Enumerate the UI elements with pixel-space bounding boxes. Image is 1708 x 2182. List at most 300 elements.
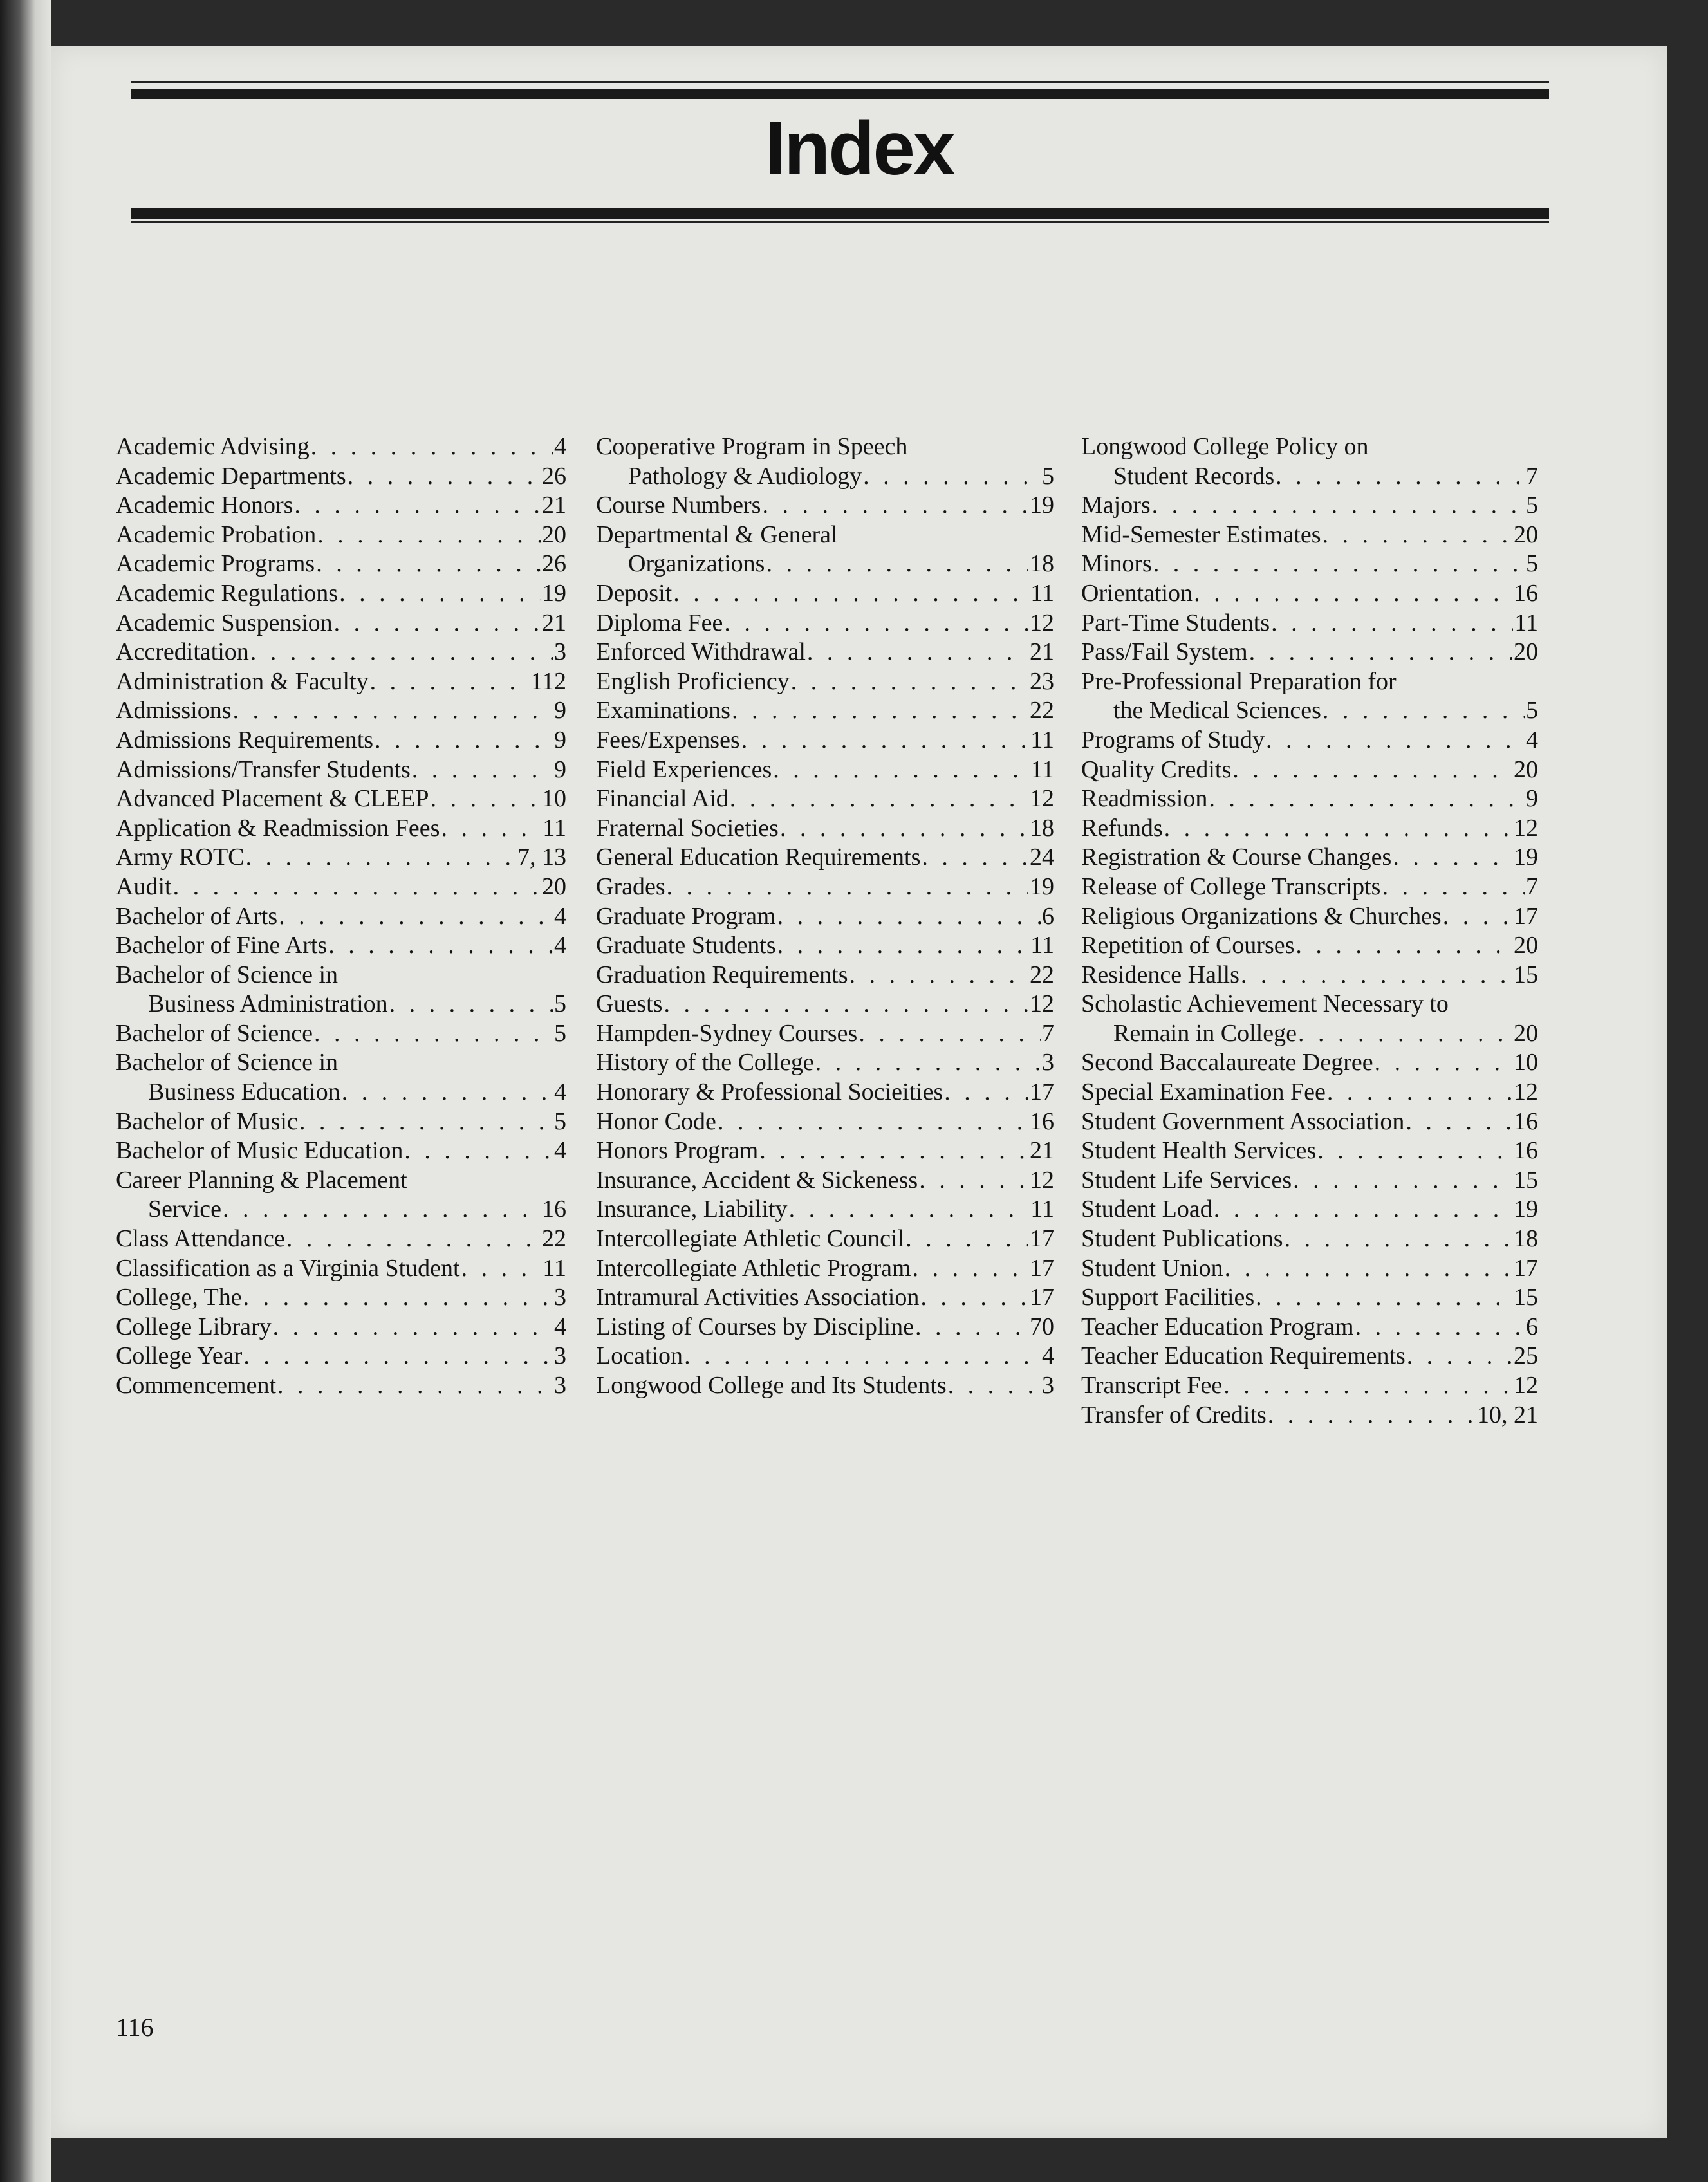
- entry-page-reference: 19: [1030, 873, 1054, 900]
- entry-page-reference: 70: [1030, 1313, 1054, 1340]
- index-entry: [596, 579, 1054, 609]
- dot-leader: [1241, 961, 1512, 990]
- entry-term-line: [596, 990, 1054, 1019]
- bottom-rule-thick: [131, 208, 1549, 219]
- entry-term-line: [116, 902, 566, 932]
- entry-term-line: [1081, 1254, 1538, 1284]
- entry-term-line: [116, 931, 566, 961]
- entry-term-line: [116, 521, 566, 550]
- dot-leader: [441, 814, 541, 844]
- entry-term: Remain in College: [1113, 1019, 1297, 1047]
- entry-term-line: [596, 814, 1054, 844]
- entry-page-reference: 3: [1042, 1049, 1054, 1077]
- index-entry: [596, 755, 1054, 785]
- entry-term: Admissions/Transfer Students: [116, 755, 411, 783]
- entry-page-reference: 112: [530, 667, 566, 695]
- entry-page-reference: 7: [1526, 462, 1538, 490]
- entry-term-line: [596, 961, 1054, 990]
- dot-leader: [1355, 1313, 1525, 1342]
- entry-term: Bachelor of Music: [116, 1107, 298, 1135]
- entry-page-reference: 12: [1030, 785, 1054, 813]
- index-entry: [116, 1136, 566, 1166]
- index-entry: [1081, 843, 1538, 873]
- entry-term-line: [116, 1107, 566, 1137]
- dot-leader: [777, 931, 1030, 961]
- entry-term-line: [596, 579, 1054, 609]
- dot-leader: [815, 1048, 1041, 1078]
- entry-continuation-line: [1081, 696, 1538, 726]
- entry-term: Class Attendance: [116, 1225, 285, 1253]
- entry-page-reference: 7, 13: [517, 844, 566, 871]
- index-entry: [596, 1283, 1054, 1313]
- entry-page-reference: 9: [554, 697, 566, 725]
- entry-term: Financial Aid: [596, 785, 729, 813]
- entry-term: Transcript Fee: [1081, 1372, 1223, 1399]
- entry-term-line: [1081, 667, 1538, 697]
- entry-term-line: [596, 1225, 1054, 1254]
- dot-leader: [412, 755, 553, 785]
- dot-leader: [1406, 1107, 1512, 1137]
- dot-leader: [375, 726, 553, 755]
- entry-term-line: [596, 902, 1054, 932]
- entry-term: Listing of Courses by Discipline: [596, 1313, 914, 1340]
- index-entry: [1081, 1195, 1538, 1225]
- entry-term: Location: [596, 1342, 683, 1370]
- entry-page-reference: 4: [554, 1078, 566, 1106]
- entry-page-reference: 22: [542, 1225, 566, 1253]
- entry-page-reference: 4: [554, 1137, 566, 1165]
- entry-term: Guests: [596, 990, 663, 1018]
- entry-page-reference: 10, 21: [1477, 1401, 1538, 1428]
- entry-page-reference: 20: [1514, 638, 1538, 666]
- index-entry: [1081, 1371, 1538, 1401]
- entry-term: Longwood College and Its Students: [596, 1372, 947, 1399]
- dot-leader: [766, 550, 1028, 579]
- entry-term-line: [116, 873, 566, 902]
- entry-term-line: [1081, 521, 1538, 550]
- index-entry: [596, 784, 1054, 814]
- entry-term: Administration & Faculty: [116, 667, 369, 695]
- dot-leader: [389, 990, 553, 1019]
- entry-term: History of the College: [596, 1049, 814, 1077]
- entry-term: Grades: [596, 873, 665, 900]
- dot-leader: [342, 1078, 553, 1107]
- dot-leader: [1153, 550, 1525, 579]
- entry-page-reference: 12: [1030, 1166, 1054, 1194]
- index-entry: [116, 1313, 566, 1342]
- entry-term: Support Facilities: [1081, 1284, 1255, 1311]
- dot-leader: [859, 1019, 1041, 1049]
- index-entry: [1081, 1048, 1538, 1078]
- entry-term-line: [596, 726, 1054, 755]
- entry-term: Academic Probation: [116, 521, 317, 548]
- index-column-3: [1081, 432, 1538, 1430]
- index-entry: [596, 667, 1054, 697]
- dot-leader: [461, 1254, 542, 1284]
- dot-leader: [944, 1078, 1028, 1107]
- entry-term: Deposit: [596, 579, 673, 607]
- index-entry: [1081, 1107, 1538, 1137]
- dot-leader: [243, 1283, 553, 1313]
- dot-leader: [1152, 491, 1525, 521]
- dot-leader: [789, 1195, 1030, 1225]
- index-entry: [596, 1136, 1054, 1166]
- index-entry: [596, 814, 1054, 844]
- entry-term: Teacher Education Requirements: [1081, 1342, 1406, 1370]
- page-number: 116: [116, 2013, 154, 2042]
- entry-term: Minors: [1081, 550, 1152, 578]
- entry-page-reference: 21: [1030, 638, 1054, 666]
- entry-page-reference: 4: [1526, 726, 1538, 754]
- index-column-2: [596, 432, 1054, 1401]
- entry-term: Honors Program: [596, 1137, 759, 1165]
- entry-term-line: [596, 1313, 1054, 1342]
- entry-term-line: [116, 609, 566, 638]
- entry-term: Mid-Semester Estimates: [1081, 521, 1321, 548]
- entry-page-reference: 19: [1514, 1196, 1538, 1223]
- entry-page-reference: 19: [1514, 844, 1538, 871]
- entry-term: College Year: [116, 1342, 243, 1370]
- entry-term-line: [596, 432, 1054, 462]
- page-title: Index: [765, 106, 954, 191]
- entry-term-line: [116, 1166, 566, 1196]
- entry-page-reference: 20: [1514, 1019, 1538, 1047]
- index-entry: [1081, 814, 1538, 844]
- entry-term: Academic Honors: [116, 492, 293, 519]
- index-entry: [116, 550, 566, 579]
- entry-term: Student Records: [1113, 462, 1275, 490]
- dot-leader: [920, 1283, 1028, 1313]
- entry-page-reference: 10: [1514, 1049, 1538, 1077]
- index-entry: [1081, 931, 1538, 961]
- entry-page-reference: 19: [542, 579, 566, 607]
- dot-leader: [273, 1313, 553, 1342]
- dot-leader: [1214, 1195, 1512, 1225]
- index-entry: [116, 873, 566, 902]
- index-entry: [1081, 1342, 1538, 1371]
- dot-leader: [286, 1225, 541, 1254]
- dot-leader: [1249, 638, 1512, 667]
- entry-term: Refunds: [1081, 814, 1163, 842]
- dot-leader: [1298, 1019, 1512, 1049]
- dot-leader: [1317, 1136, 1512, 1166]
- dot-leader: [1209, 784, 1525, 814]
- entry-page-reference: 18: [1030, 550, 1054, 578]
- entry-term-line: [1081, 1342, 1538, 1371]
- index-entry: [1081, 638, 1538, 667]
- entry-page-reference: 11: [543, 1254, 566, 1282]
- index-entry: [596, 726, 1054, 755]
- entry-page-reference: 22: [1030, 961, 1054, 988]
- entry-term: the Medical Sciences: [1113, 697, 1321, 725]
- dot-leader: [277, 1371, 553, 1401]
- index-entry: [1081, 961, 1538, 990]
- index-entry: [1081, 521, 1538, 550]
- dot-leader: [1276, 462, 1525, 492]
- entry-page-reference: 3: [554, 1284, 566, 1311]
- dot-leader: [1382, 873, 1525, 902]
- entry-term: Registration & Course Changes: [1081, 844, 1392, 871]
- dot-leader: [404, 1136, 553, 1166]
- entry-term: Special Examination Fee: [1081, 1078, 1326, 1106]
- entry-page-reference: 3: [554, 1372, 566, 1399]
- entry-term: Course Numbers: [596, 492, 761, 519]
- dot-leader: [328, 931, 553, 961]
- entry-term-line: [1081, 1371, 1538, 1401]
- dot-leader: [1232, 755, 1512, 785]
- entry-term: Second Baccalaureate Degree: [1081, 1049, 1373, 1077]
- entry-term: Pre-Professional Preparation for: [1081, 667, 1397, 695]
- entry-term-line: [596, 1019, 1054, 1049]
- entry-term-line: [116, 491, 566, 521]
- entry-term: Accreditation: [116, 638, 249, 666]
- entry-term-line: [596, 1195, 1054, 1225]
- entry-term-line: [1081, 902, 1538, 932]
- entry-page-reference: 7: [1526, 873, 1538, 900]
- entry-page-reference: 15: [1514, 1284, 1538, 1311]
- index-entry: [116, 1048, 566, 1107]
- entry-term-line: [596, 491, 1054, 521]
- entry-term: Business Administration: [148, 990, 388, 1018]
- entry-term-line: [1081, 961, 1538, 990]
- entry-term: Cooperative Program in Speech: [596, 433, 908, 460]
- entry-continuation-line: [596, 550, 1054, 579]
- dot-leader: [673, 579, 1029, 609]
- dot-leader: [664, 990, 1028, 1019]
- index-entry: [116, 609, 566, 638]
- entry-term: Commencement: [116, 1372, 277, 1399]
- dot-leader: [915, 1313, 1028, 1342]
- entry-term-line: [1081, 550, 1538, 579]
- index-entry: [596, 696, 1054, 726]
- entry-page-reference: 25: [1514, 1342, 1538, 1370]
- dot-leader: [773, 755, 1029, 785]
- entry-page-reference: 21: [542, 609, 566, 636]
- dot-leader: [311, 432, 553, 462]
- entry-term-line: [1081, 1401, 1538, 1430]
- dot-leader: [863, 462, 1041, 492]
- entry-page-reference: 5: [1526, 697, 1538, 725]
- entry-term-line: [596, 667, 1054, 697]
- entry-page-reference: 11: [1030, 726, 1054, 754]
- entry-page-reference: 17: [1514, 1254, 1538, 1282]
- entry-page-reference: 11: [1030, 755, 1054, 783]
- entry-term-line: [1081, 579, 1538, 609]
- entry-term-line: [596, 784, 1054, 814]
- entry-term-line: [116, 1136, 566, 1166]
- index-entry: [116, 1283, 566, 1313]
- entry-term: Academic Regulations: [116, 579, 339, 607]
- entry-term-line: [1081, 1136, 1538, 1166]
- entry-term-line: [596, 1048, 1054, 1078]
- dot-leader: [1225, 1254, 1512, 1284]
- top-rule-thick: [131, 89, 1549, 99]
- entry-page-reference: 21: [1030, 1137, 1054, 1165]
- entry-term: Pathology & Audiology: [628, 462, 862, 490]
- dot-leader: [223, 1195, 541, 1225]
- index-entry: [116, 1371, 566, 1401]
- entry-term-line: [116, 579, 566, 609]
- entry-term: Majors: [1081, 492, 1151, 519]
- index-entry: [116, 843, 566, 873]
- entry-page-reference: 26: [542, 462, 566, 490]
- entry-term: Bachelor of Science: [116, 1019, 313, 1047]
- entry-page-reference: 5: [554, 1107, 566, 1135]
- entry-continuation-line: [116, 1078, 566, 1107]
- entry-term-line: [596, 1283, 1054, 1313]
- index-entry: [1081, 550, 1538, 579]
- entry-term: Graduate Program: [596, 902, 776, 930]
- dot-leader: [1256, 1283, 1512, 1313]
- entry-term-line: [116, 814, 566, 844]
- dot-leader: [667, 873, 1028, 902]
- entry-page-reference: 12: [1030, 990, 1054, 1018]
- entry-continuation-line: [1081, 462, 1538, 492]
- dot-leader: [370, 667, 530, 697]
- entry-page-reference: 4: [554, 932, 566, 959]
- entry-term: Career Planning & Placement: [116, 1166, 407, 1194]
- index-entry: [596, 873, 1054, 902]
- entry-term-line: [596, 696, 1054, 726]
- index-entry: [116, 1166, 566, 1225]
- entry-page-reference: 23: [1030, 667, 1054, 695]
- entry-term: Repetition of Courses: [1081, 932, 1295, 959]
- dot-leader: [1223, 1371, 1512, 1401]
- entry-term: Examinations: [596, 697, 730, 725]
- dot-leader: [317, 521, 541, 550]
- entry-term: Pass/Fail System: [1081, 638, 1248, 666]
- entry-page-reference: 11: [1030, 932, 1054, 959]
- entry-term-line: [596, 843, 1054, 873]
- entry-term: Application & Readmission Fees: [116, 814, 440, 842]
- entry-term-line: [1081, 990, 1538, 1019]
- index-entry: [1081, 1283, 1538, 1313]
- entry-term: College, The: [116, 1284, 242, 1311]
- index-entry: [116, 784, 566, 814]
- index-entry: [596, 1342, 1054, 1371]
- entry-page-reference: 20: [542, 521, 566, 548]
- index-entry: [596, 990, 1054, 1019]
- entry-term: Readmission: [1081, 785, 1208, 813]
- index-entry: [596, 1254, 1054, 1284]
- dot-leader: [684, 1342, 1041, 1371]
- entry-term: Honor Code: [596, 1107, 716, 1135]
- index-entry: [116, 814, 566, 844]
- entry-term: Graduation Requirements: [596, 961, 848, 988]
- entry-page-reference: 12: [1514, 1078, 1538, 1106]
- entry-term-line: [596, 873, 1054, 902]
- entry-term: Student Publications: [1081, 1225, 1283, 1253]
- entry-term-line: [116, 784, 566, 814]
- entry-term-line: [1081, 609, 1538, 638]
- dot-leader: [1293, 1166, 1512, 1196]
- dot-leader: [243, 1342, 553, 1371]
- entry-term: Intramural Activities Association: [596, 1284, 920, 1311]
- entry-page-reference: 5: [1526, 492, 1538, 519]
- entry-term: Student Union: [1081, 1254, 1223, 1282]
- dot-leader: [299, 1107, 553, 1137]
- dot-leader: [1393, 843, 1512, 873]
- index-entry: [596, 1019, 1054, 1049]
- entry-term: Insurance, Accident & Sickeness: [596, 1166, 918, 1194]
- entry-term-line: [1081, 432, 1538, 462]
- entry-term: Classification as a Virginia Student: [116, 1254, 460, 1282]
- top-rule-thin: [131, 81, 1549, 83]
- index-entry: [116, 667, 566, 697]
- entry-term: College Library: [116, 1313, 272, 1340]
- dot-leader: [762, 491, 1028, 521]
- entry-page-reference: 20: [1514, 521, 1538, 548]
- entry-term: Student Government Association: [1081, 1107, 1405, 1135]
- index-column-1: [116, 432, 566, 1401]
- index-entry: [116, 521, 566, 550]
- dot-leader: [1268, 1401, 1476, 1430]
- entry-term: Fraternal Societies: [596, 814, 779, 842]
- entry-term-line: [1081, 1195, 1538, 1225]
- entry-term: Organizations: [628, 550, 765, 578]
- bottom-rule-thin: [131, 221, 1549, 223]
- entry-page-reference: 9: [554, 726, 566, 754]
- index-entry: [116, 638, 566, 667]
- entry-term: Departmental & General: [596, 521, 838, 548]
- entry-term-line: [1081, 873, 1538, 902]
- entry-page-reference: 26: [542, 550, 566, 578]
- entry-page-reference: 5: [554, 1019, 566, 1047]
- entry-term: Student Life Services: [1081, 1166, 1292, 1194]
- entry-term-line: [116, 667, 566, 697]
- index-entry: [116, 1225, 566, 1254]
- index-entry: [596, 1078, 1054, 1107]
- entry-page-reference: 6: [1042, 902, 1054, 930]
- entry-page-reference: 4: [1042, 1342, 1054, 1370]
- dot-leader: [1375, 1048, 1512, 1078]
- dot-leader: [279, 902, 553, 932]
- entry-term: Academic Programs: [116, 550, 315, 578]
- entry-term-line: [1081, 755, 1538, 785]
- index-entry: [596, 1195, 1054, 1225]
- entry-page-reference: 5: [1042, 462, 1054, 490]
- entry-term-line: [596, 1371, 1054, 1401]
- entry-term-line: [1081, 726, 1538, 755]
- entry-term-line: [116, 696, 566, 726]
- entry-term: Academic Suspension: [116, 609, 333, 636]
- dot-leader: [849, 961, 1028, 990]
- index-entry: [116, 755, 566, 785]
- entry-page-reference: 12: [1030, 609, 1054, 636]
- dot-leader: [724, 609, 1028, 638]
- index-entry: [596, 638, 1054, 667]
- index-entry: [1081, 609, 1538, 638]
- entry-page-reference: 17: [1030, 1254, 1054, 1282]
- index-entry: [596, 961, 1054, 990]
- entry-page-reference: 11: [1514, 609, 1538, 636]
- entry-page-reference: 17: [1030, 1225, 1054, 1253]
- dot-leader: [807, 638, 1028, 667]
- entry-page-reference: 17: [1514, 902, 1538, 930]
- entry-page-reference: 4: [554, 1313, 566, 1340]
- entry-term: Army ROTC: [116, 844, 245, 871]
- entry-term: Diploma Fee: [596, 609, 723, 636]
- entry-page-reference: 19: [1030, 492, 1054, 519]
- dot-leader: [1407, 1342, 1512, 1371]
- index-entry: [1081, 873, 1538, 902]
- index-entry: [596, 1371, 1054, 1401]
- entry-term: Business Education: [148, 1078, 340, 1106]
- entry-term-line: [116, 1254, 566, 1284]
- entry-term-line: [596, 1342, 1054, 1371]
- entry-term-line: [116, 1019, 566, 1049]
- index-entry: [596, 432, 1054, 491]
